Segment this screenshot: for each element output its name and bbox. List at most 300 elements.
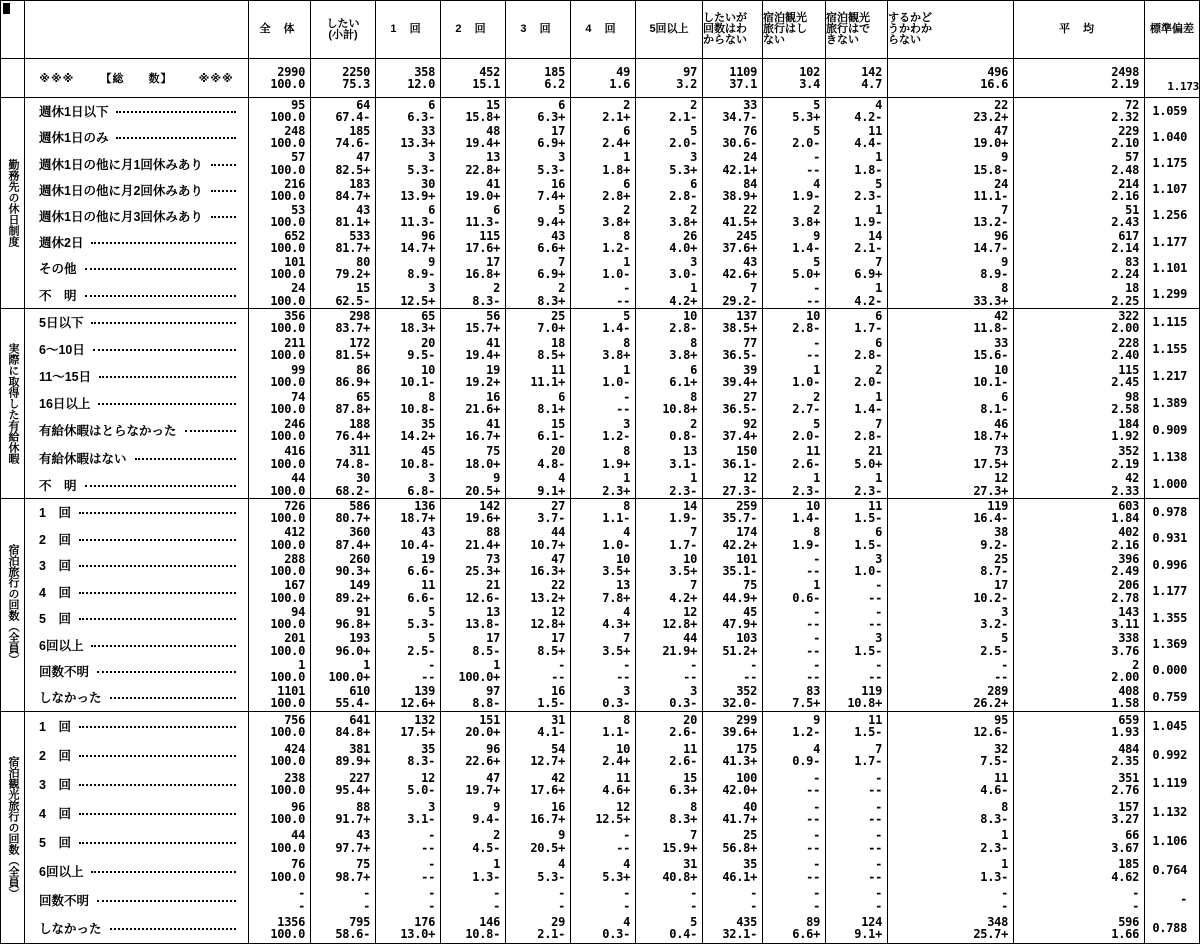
percent-value: 4.3+ [602, 617, 630, 632]
value-pair [888, 772, 1013, 797]
percent-value: 2.3- [980, 840, 1008, 855]
percent-value: 0.3- [602, 696, 630, 711]
value-pair [826, 310, 887, 335]
row-label[interactable] [25, 804, 248, 822]
percent-value: 4.5- [472, 840, 500, 855]
count-value: 412 [284, 525, 305, 540]
count-value: 2990 [277, 64, 305, 79]
percent-value: 100.0 [270, 348, 305, 363]
percent-value: 7.5- [980, 754, 1008, 769]
count-value: - [750, 657, 757, 672]
value-pair [311, 337, 375, 362]
percent-value: 36.5- [722, 402, 757, 417]
percent-value: 100.0 [270, 162, 305, 177]
row-label[interactable] [25, 367, 248, 385]
percent-value: 90.3+ [335, 564, 370, 579]
percent-value: 10.8+ [662, 402, 697, 417]
percent-value: 100.0 [270, 402, 305, 417]
percent-value: 26.2+ [973, 696, 1008, 711]
count-value: 10 [806, 498, 820, 513]
count-value: 4 [558, 471, 565, 486]
value-pair [888, 125, 1013, 150]
value-pair [376, 230, 440, 255]
count-value: 35 [743, 857, 757, 872]
percent-value: 4.6- [980, 783, 1008, 798]
group-col-no_trip-2 [763, 308, 826, 498]
value-pair [826, 632, 887, 657]
value-pair [571, 310, 635, 335]
percent-value: 100.0 [270, 754, 305, 769]
value-pair [571, 151, 635, 176]
value-pair [441, 310, 505, 335]
row-label[interactable] [25, 476, 248, 494]
percent-value: 9.1+ [537, 483, 565, 498]
count-value: 80 [356, 255, 370, 270]
row-label[interactable] [25, 449, 248, 467]
percent-value: 39.4+ [722, 375, 757, 390]
count-value: 6 [623, 124, 630, 139]
percent-value: - [1001, 898, 1008, 913]
count-value: 185 [349, 124, 370, 139]
row-label[interactable] [25, 636, 248, 654]
count-value: 6 [493, 202, 500, 217]
count-value: 17 [486, 255, 500, 270]
count-value: 5 [690, 915, 697, 930]
count-value: 10 [994, 363, 1008, 378]
count-value: - [875, 578, 882, 593]
count-value: - [428, 857, 435, 872]
value-pair [571, 743, 635, 768]
percent-value: 42.0+ [722, 783, 757, 798]
percent-value: 100.0 [270, 617, 305, 632]
value-pair [311, 282, 375, 307]
count-value: 10 [683, 551, 697, 566]
value-pair [636, 500, 702, 525]
count-value: 74 [291, 390, 305, 405]
value-pair [506, 66, 570, 91]
value-pair [636, 66, 702, 91]
row-label[interactable] [25, 421, 248, 439]
value-pair [763, 204, 825, 229]
percent-value: 1.0- [854, 564, 882, 579]
percent-value: 3.8+ [602, 348, 630, 363]
count-value: 245 [736, 228, 757, 243]
count-value: 101 [736, 551, 757, 566]
percent-value: 2.58 [1111, 402, 1139, 417]
value-pair [636, 916, 702, 941]
row-label-text: 6回以上 [39, 864, 84, 879]
percent-value: 5.3+ [669, 162, 697, 177]
percent-value: 5.3- [407, 617, 435, 632]
percent-value: 12.8+ [662, 617, 697, 632]
percent-value: 10.8- [465, 927, 500, 942]
row-label[interactable] [25, 259, 248, 277]
value-pair [506, 916, 570, 941]
count-value: 95 [291, 97, 305, 112]
value-pair [888, 337, 1013, 362]
column-header-label: 5回以上 [649, 23, 689, 36]
count-value: 5 [558, 202, 565, 217]
row-label[interactable] [25, 891, 248, 909]
row-label[interactable] [25, 313, 248, 331]
value-pair [249, 553, 310, 578]
value-pair [1014, 256, 1144, 281]
row-label[interactable] [25, 181, 248, 199]
percent-value: 8.3- [472, 293, 500, 308]
row-label[interactable] [25, 503, 248, 521]
group-col-dontknow-4 [888, 711, 1014, 943]
percent-value: 12.7+ [530, 754, 565, 769]
value-pair [1014, 391, 1144, 416]
row-label-text: 4 回 [39, 585, 71, 600]
value-pair [636, 151, 702, 176]
row-label[interactable] [25, 583, 248, 601]
percent-value: 9.2- [980, 537, 1008, 552]
row-label-text: 週休1日の他に月1回休みあり [39, 157, 203, 172]
percent-value: 3.8+ [792, 215, 820, 230]
total-cell-c2 [441, 59, 506, 98]
percent-value: 19.2+ [465, 375, 500, 390]
percent-value: 1.9+ [602, 456, 630, 471]
count-value: 22 [994, 97, 1008, 112]
value-pair [376, 500, 440, 525]
group-col-cannot-1 [826, 98, 888, 309]
total-label-right: ※※※ [198, 73, 234, 86]
value-pair [826, 606, 887, 631]
count-value: 2250 [342, 64, 370, 79]
count-value: - [875, 657, 882, 672]
count-value: 96 [291, 799, 305, 814]
percent-value: 35.7- [722, 511, 757, 526]
count-value: 30 [421, 176, 435, 191]
value-pair [311, 829, 375, 854]
value-pair [506, 151, 570, 176]
value-pair [441, 125, 505, 150]
value-pair [441, 743, 505, 768]
value-pair [571, 606, 635, 631]
percent-value: 4.4- [854, 136, 882, 151]
value-pair [441, 579, 505, 604]
row-label[interactable] [25, 286, 248, 304]
row-label[interactable] [25, 340, 248, 358]
value-pair [311, 230, 375, 255]
percent-value: 100.0 [270, 241, 305, 256]
value-pair [1014, 685, 1144, 710]
count-value: - [1001, 886, 1008, 901]
count-value: 11 [868, 712, 882, 727]
count-value: 45 [743, 604, 757, 619]
percent-value: 13.9+ [400, 188, 435, 203]
percent-value: 2.3- [854, 188, 882, 203]
sd-value: 1.115 [1152, 314, 1187, 329]
group-col-unknown_count-3 [703, 499, 763, 712]
value-pair [441, 801, 505, 826]
group-side-label-text: 実際に取得した有給休暇 [6, 342, 19, 464]
group-side-label-1 [1, 98, 25, 309]
value-pair [376, 606, 440, 631]
count-value: 10 [806, 309, 820, 323]
column-header-label: したいが 回数はわ からない [703, 12, 747, 47]
row-label[interactable] [25, 155, 248, 173]
value-pair [441, 685, 505, 710]
value-pair [826, 391, 887, 416]
percent-value: 42.2+ [722, 537, 757, 552]
percent-value: 100.0 [270, 267, 305, 282]
value-pair [703, 500, 762, 525]
count-value: 288 [284, 551, 305, 566]
count-value: 1 [875, 281, 882, 296]
value-pair [506, 858, 570, 883]
count-value: 8 [428, 390, 435, 405]
row-label[interactable] [25, 775, 248, 793]
percent-value: 41.5+ [722, 215, 757, 230]
percent-value: 44.9+ [722, 590, 757, 605]
count-value: 75 [743, 578, 757, 593]
count-value: - [1001, 657, 1008, 672]
percent-value: -- [868, 670, 882, 685]
count-value: - [363, 886, 370, 901]
count-value: 1 [690, 281, 697, 296]
value-pair [703, 66, 762, 91]
dot-leader [79, 592, 236, 594]
count-value: 248 [284, 124, 305, 139]
count-value: 115 [1118, 363, 1139, 378]
value-pair [763, 337, 825, 362]
row-label[interactable] [25, 919, 248, 937]
count-value: 96 [421, 228, 435, 243]
percent-value: 100.0 [270, 927, 305, 942]
value-pair [311, 659, 375, 684]
count-value: - [813, 604, 820, 619]
count-value: - [875, 770, 882, 785]
count-value: 139 [414, 684, 435, 699]
value-pair [376, 472, 440, 497]
percent-value: 6.2 [544, 77, 565, 92]
row-label[interactable] [25, 662, 248, 680]
count-value: - [875, 857, 882, 872]
value-pair [506, 714, 570, 739]
count-value: 8 [1001, 281, 1008, 296]
count-value: 6 [623, 176, 630, 191]
value-pair [763, 391, 825, 416]
value-pair [888, 151, 1013, 176]
value-pair [441, 472, 505, 497]
row-label-text: 不 明 [39, 288, 77, 303]
percent-value: 19.7+ [465, 783, 500, 798]
count-value: 5 [813, 417, 820, 432]
value-pair [1014, 445, 1144, 470]
group-block-2 [1, 308, 1200, 498]
dot-leader [116, 111, 236, 113]
value-pair [376, 125, 440, 150]
percent-value: 51.2+ [722, 643, 757, 658]
value-pair [826, 714, 887, 739]
count-value: 1 [493, 857, 500, 872]
count-value: 424 [284, 741, 305, 756]
row-label-text: しなかった [39, 691, 102, 706]
value-pair [888, 801, 1013, 826]
count-value: 1 [623, 471, 630, 486]
count-value: 298 [349, 309, 370, 323]
group-side-label-2 [1, 308, 25, 498]
count-value: 12 [743, 471, 757, 486]
value-pair [376, 772, 440, 797]
count-value: 9 [493, 799, 500, 814]
row-label[interactable] [25, 233, 248, 251]
dot-leader [91, 242, 236, 244]
dot-leader [85, 485, 236, 487]
percent-value: -- [806, 643, 820, 658]
row-label[interactable] [25, 556, 248, 574]
percent-value: 46.1+ [722, 869, 757, 884]
count-value: 2498 [1111, 64, 1139, 79]
count-value: 17 [994, 578, 1008, 593]
value-pair [1014, 310, 1144, 335]
count-value: - [623, 886, 630, 901]
value-pair [571, 445, 635, 470]
count-value: 1 [623, 363, 630, 378]
count-value: 12 [994, 471, 1008, 486]
count-value: 6 [558, 390, 565, 405]
sd-value: 0.759 [1152, 689, 1187, 704]
count-value: 10 [616, 741, 630, 756]
row-label[interactable] [25, 833, 248, 851]
value-pair [441, 178, 505, 203]
count-value: 1101 [277, 684, 305, 699]
value-pair [888, 230, 1013, 255]
count-value: 610 [349, 684, 370, 699]
row-label[interactable] [25, 128, 248, 146]
value-pair [311, 553, 375, 578]
value-pair [763, 178, 825, 203]
percent-value: 35.1- [722, 564, 757, 579]
value-pair [376, 364, 440, 389]
value-pair [311, 606, 375, 631]
percent-value: -- [806, 869, 820, 884]
sd-value: 1.106 [1152, 834, 1187, 849]
percent-value: 4.6+ [602, 783, 630, 798]
count-value: 5 [690, 124, 697, 139]
count-value: 1 [623, 255, 630, 270]
count-value: 143 [1118, 604, 1139, 619]
count-value: 43 [551, 228, 565, 243]
percent-value: 25.7+ [973, 927, 1008, 942]
percent-value: 2.00 [1111, 321, 1139, 336]
row-label-text: 2 回 [39, 749, 71, 764]
sd-value: 0.788 [1152, 920, 1187, 935]
count-value: 43 [356, 828, 370, 843]
value-pair [506, 632, 570, 657]
group-col-dontknow-1 [888, 98, 1014, 309]
percent-value: 12.6- [973, 725, 1008, 740]
count-value: 13 [683, 444, 697, 459]
percent-value: 1.58 [1111, 696, 1139, 711]
value-pair [826, 801, 887, 826]
percent-value: 89.2+ [335, 590, 370, 605]
percent-value: 4.1- [537, 725, 565, 740]
percent-value: 1.7- [854, 321, 882, 336]
count-value: 43 [356, 202, 370, 217]
count-value: 2 [690, 202, 697, 217]
dot-leader [79, 539, 236, 541]
count-value: 2 [690, 97, 697, 112]
sd-value: - [1180, 892, 1187, 906]
count-value: 3 [690, 684, 697, 699]
row-label-text: 週休1日以下 [39, 105, 109, 120]
count-value: 1 [875, 390, 882, 405]
sd-value: 1.045 [1152, 718, 1187, 733]
value-pair [571, 887, 635, 912]
row-label[interactable] [25, 717, 248, 735]
group-col-total-3 [249, 499, 311, 712]
count-value: 39 [743, 363, 757, 378]
count-value: 1 [1001, 857, 1008, 872]
value-pair [1014, 337, 1144, 362]
value-pair [506, 659, 570, 684]
percent-value: 6.1- [537, 429, 565, 444]
row-label[interactable] [25, 102, 248, 120]
row-label[interactable] [25, 530, 248, 548]
count-value: 7 [558, 255, 565, 270]
value-pair [636, 772, 702, 797]
column-header-label: 宿泊観光 旅行はで きない [826, 12, 870, 47]
count-value: 142 [861, 64, 882, 79]
count-value: 227 [349, 770, 370, 785]
row-label[interactable] [25, 207, 248, 225]
percent-value: 2.16 [1111, 188, 1139, 203]
total-cell-total [249, 59, 311, 98]
count-value: 137 [736, 309, 757, 323]
total-cell-cannot [826, 59, 888, 98]
percent-value: 20.5+ [530, 840, 565, 855]
value-pair [441, 714, 505, 739]
count-value: 8 [623, 498, 630, 513]
percent-value: 2.19 [1111, 77, 1139, 92]
row-label[interactable] [25, 609, 248, 627]
percent-value: 6.6- [407, 590, 435, 605]
count-value: 11 [421, 578, 435, 593]
row-label[interactable] [25, 688, 248, 706]
count-value: 42 [1125, 471, 1139, 486]
percent-value: -- [806, 783, 820, 798]
count-value: 101 [284, 255, 305, 270]
percent-value: 5.3- [407, 162, 435, 177]
percent-value: 4.0+ [669, 241, 697, 256]
percent-value: - [690, 898, 697, 913]
row-label[interactable] [25, 862, 248, 880]
percent-value: 14.7- [973, 241, 1008, 256]
count-value: 6 [428, 202, 435, 217]
count-value: 8 [690, 390, 697, 405]
percent-value: 2.19 [1111, 456, 1139, 471]
value-pair [1014, 66, 1144, 91]
count-value: 46 [994, 417, 1008, 432]
value-pair [826, 66, 887, 91]
count-value: 17 [551, 124, 565, 139]
row-label[interactable] [25, 746, 248, 764]
row-label[interactable] [25, 394, 248, 412]
value-pair [703, 418, 762, 443]
percent-value: 3.2 [676, 77, 697, 92]
percent-value: 11.3- [465, 215, 500, 230]
value-pair [376, 445, 440, 470]
group-side-label-text: 宿泊観光旅行の回数（全員） [6, 755, 19, 899]
value-pair [571, 858, 635, 883]
percent-value: 17.6+ [530, 783, 565, 798]
percent-value: 15.6- [973, 348, 1008, 363]
count-value: 49 [616, 64, 630, 79]
percent-value: 100.0 [270, 483, 305, 498]
